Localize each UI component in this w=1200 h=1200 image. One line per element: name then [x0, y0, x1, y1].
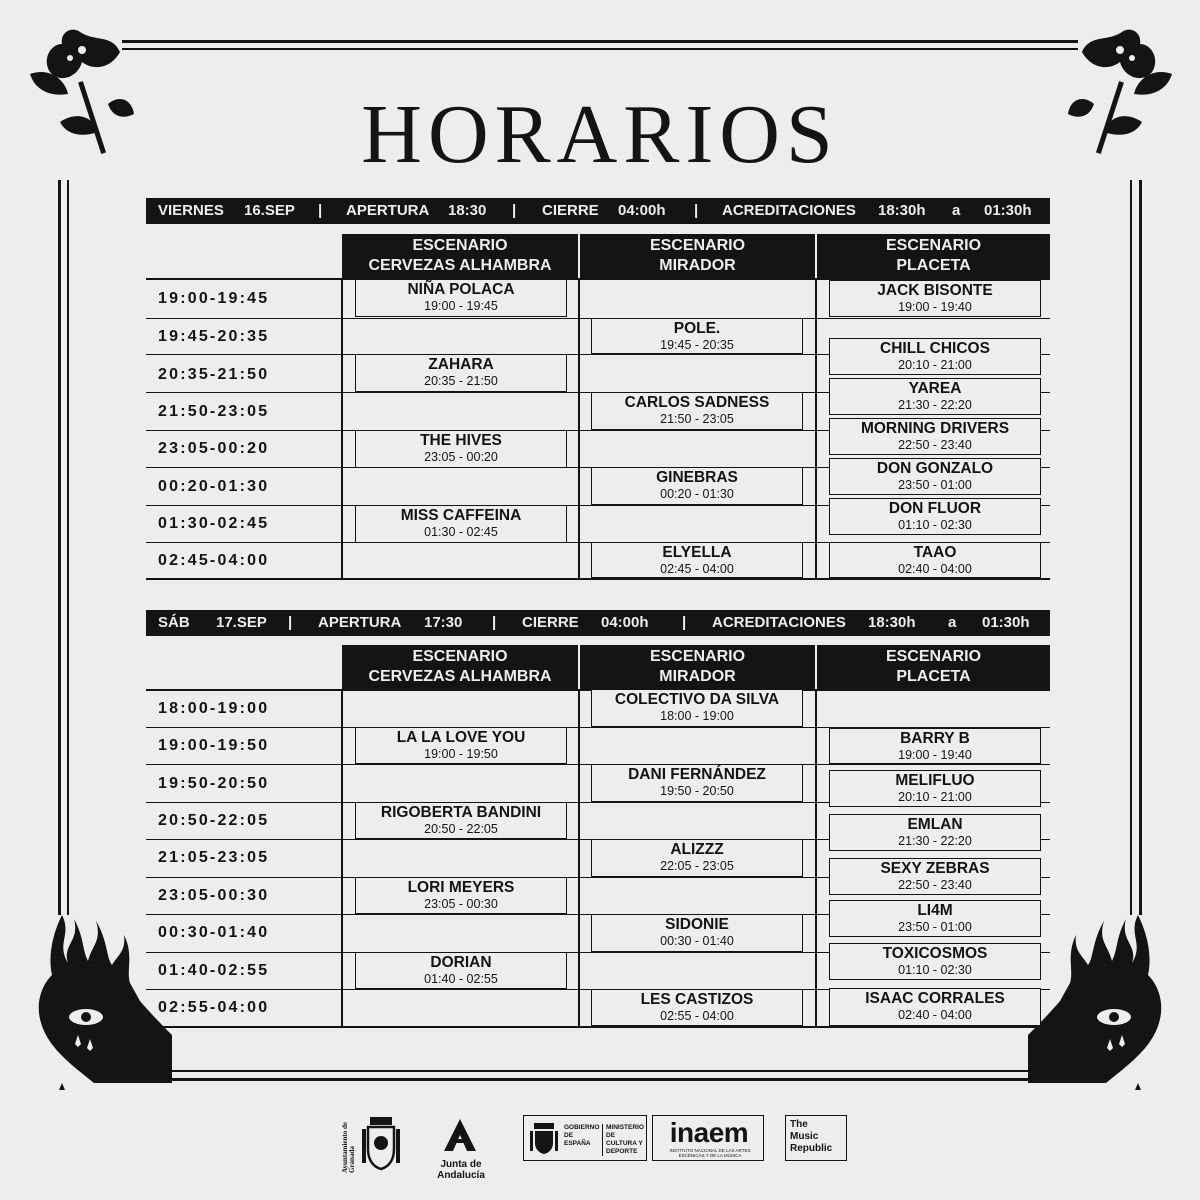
act-time: 02:40 - 04:00	[898, 562, 972, 576]
separator: |	[682, 614, 687, 631]
act-time: 19:00 - 19:45	[424, 299, 498, 313]
act-time: 01:10 - 02:30	[898, 518, 972, 532]
apertura-label: APERTURA	[346, 202, 430, 219]
act-card	[829, 338, 1041, 375]
time-slot: 19:00-19:50	[158, 737, 270, 754]
act-time: 23:05 - 00:30	[424, 897, 498, 911]
time-slot: 00:30-01:40	[158, 924, 270, 941]
act-card	[829, 814, 1041, 851]
act-name: DORIAN	[430, 954, 492, 971]
apertura-time: 17:30	[424, 614, 463, 631]
time-slot: 20:50-22:05	[158, 812, 270, 829]
act-card	[829, 770, 1041, 807]
act-card	[355, 279, 567, 317]
act-name: DANI FERNÁNDEZ	[628, 766, 766, 783]
act-name: ALIZZZ	[670, 841, 724, 858]
act-name: POLE.	[673, 320, 721, 337]
act-card	[829, 498, 1041, 535]
burning-hand-eye-icon-right	[1018, 905, 1178, 1090]
stage-header-line2: PLACETA	[896, 668, 971, 685]
act-name: YAREA	[908, 380, 962, 397]
coat-of-arms-icon	[360, 1115, 402, 1173]
act-name: MISS CAFFEINA	[400, 507, 522, 524]
apertura-time: 18:30	[448, 202, 487, 219]
act-name: MELIFLUO	[895, 772, 975, 789]
tmr-line-2: Music	[790, 1131, 819, 1142]
time-slot: 21:05-23:05	[158, 849, 270, 866]
act-name: RIGOBERTA BANDINI	[380, 804, 542, 821]
acreditaciones-sep: a	[952, 202, 961, 219]
act-name: EMLAN	[907, 816, 963, 833]
act-time: 19:00 - 19:50	[424, 747, 498, 761]
acreditaciones-sep: a	[948, 614, 957, 631]
act-time: 19:00 - 19:40	[898, 748, 972, 762]
act-name: DON GONZALO	[876, 460, 994, 477]
act-time: 22:05 - 23:05	[660, 859, 734, 873]
act-name: JACK BISONTE	[877, 282, 993, 299]
stage-header-placeta	[817, 645, 1050, 689]
act-card	[355, 727, 567, 764]
stage-header-mirador	[580, 234, 815, 278]
act-name: DON FLUOR	[888, 500, 982, 517]
time-slot: 21:50-23:05	[158, 403, 270, 420]
act-card	[829, 418, 1041, 455]
act-card	[591, 318, 803, 354]
act-card	[591, 914, 803, 952]
separator: |	[318, 202, 323, 219]
act-card	[829, 378, 1041, 415]
act-time: 23:50 - 01:00	[898, 478, 972, 492]
separator: |	[492, 614, 497, 631]
time-slot: 23:05-00:30	[158, 887, 270, 904]
act-time: 02:55 - 04:00	[660, 1009, 734, 1023]
act-time: 19:00 - 19:40	[898, 300, 972, 314]
separator: |	[288, 614, 293, 631]
time-slot: 02:45-04:00	[158, 552, 270, 569]
act-name: LA LA LOVE YOU	[396, 729, 526, 746]
act-time: 02:45 - 04:00	[660, 562, 734, 576]
act-card	[829, 280, 1041, 317]
stage-header-line2: MIRADOR	[659, 257, 736, 274]
acreditaciones-from: 18:30h	[878, 202, 926, 219]
act-name: ZAHARA	[428, 356, 494, 373]
inaem-subtitle: INSTITUTO NACIONAL DE LAS ARTES ESCÉNICAS Y DE LA MÚSICA	[669, 1148, 751, 1158]
stage-header-line1: ESCENARIO	[412, 648, 508, 665]
act-card	[355, 354, 567, 392]
act-card	[591, 839, 803, 877]
act-time: 22:50 - 23:40	[898, 878, 972, 892]
act-name: COLECTIVO DA SILVA	[614, 691, 780, 708]
separator: |	[512, 202, 517, 219]
act-time: 00:30 - 01:40	[660, 934, 734, 948]
acreditaciones-label: ACREDITACIONES	[712, 614, 846, 631]
act-name: BARRY B	[900, 730, 970, 747]
act-card	[591, 392, 803, 430]
time-slot: 23:05-00:20	[158, 440, 270, 457]
act-card	[829, 542, 1041, 578]
act-card	[591, 542, 803, 578]
stage-header-mirador	[580, 645, 815, 689]
day-name: VIERNES	[158, 202, 224, 219]
ministerio-label: MINISTERIO DE CULTURA Y DEPORTE	[602, 1124, 644, 1156]
act-time: 21:50 - 23:05	[660, 412, 734, 426]
act-card	[829, 900, 1041, 937]
act-card	[355, 505, 567, 543]
time-slot: 01:30-02:45	[158, 515, 270, 532]
logo-junta-andalucia	[416, 1115, 506, 1181]
act-name: SIDONIE	[665, 916, 729, 933]
junta-label: Junta de Andalucía	[437, 1159, 485, 1181]
time-slot: 19:00-19:45	[158, 290, 270, 307]
gobierno-label: GOBIERNO DE ESPAÑA	[564, 1124, 600, 1147]
day-info-bar-saturday	[146, 610, 1050, 636]
act-time: 20:35 - 21:50	[424, 374, 498, 388]
act-time: 19:45 - 20:35	[660, 338, 734, 352]
act-name: CARLOS SADNESS	[624, 394, 770, 411]
act-time: 00:20 - 01:30	[660, 487, 734, 501]
act-card	[591, 467, 803, 505]
act-card	[591, 689, 803, 727]
acreditaciones-from: 18:30h	[868, 614, 916, 631]
act-name: MORNING DRIVERS	[860, 420, 1010, 437]
act-time: 01:30 - 02:45	[424, 525, 498, 539]
stage-header-line1: ESCENARIO	[885, 648, 982, 665]
act-card	[829, 988, 1041, 1026]
act-name: LORI MEYERS	[407, 879, 515, 896]
act-name: NIÑA POLACA	[407, 281, 515, 298]
act-time: 18:00 - 19:00	[660, 709, 734, 723]
day-date: 16.SEP	[244, 202, 295, 219]
acreditaciones-to: 01:30h	[982, 614, 1030, 631]
act-time: 01:40 - 02:55	[424, 972, 498, 986]
act-name: TAAO	[913, 544, 957, 561]
stage-header-line2: CERVEZAS ALHAMBRA	[368, 668, 552, 685]
act-card	[591, 989, 803, 1026]
act-name: THE HIVES	[420, 432, 502, 449]
time-slot: 01:40-02:55	[158, 962, 270, 979]
day-date: 17.SEP	[216, 614, 267, 631]
stage-header-line2: PLACETA	[896, 257, 971, 274]
time-slot: 19:45-20:35	[158, 328, 270, 345]
act-card	[829, 458, 1041, 495]
stage-header-line1: ESCENARIO	[649, 648, 746, 665]
time-slot: 19:50-20:50	[158, 775, 270, 792]
junta-a-icon	[442, 1117, 478, 1153]
act-name: TOXICOSMOS	[882, 945, 988, 962]
logo-the-music-republic	[785, 1115, 847, 1161]
logo-inaem	[652, 1115, 764, 1161]
act-card	[355, 802, 567, 839]
tmr-line-1: The	[790, 1119, 808, 1130]
act-name: LI4M	[917, 902, 953, 919]
cierre-time: 04:00h	[618, 202, 666, 219]
stage-header-line1: ESCENARIO	[412, 237, 508, 254]
time-slot: 20:35-21:50	[158, 366, 270, 383]
day-name: SÁB	[158, 614, 190, 631]
act-time: 01:10 - 02:30	[898, 963, 972, 977]
act-card	[355, 430, 567, 468]
acreditaciones-label: ACREDITACIONES	[722, 202, 856, 219]
act-time: 23:05 - 00:20	[424, 450, 498, 464]
logo-gobierno-espana	[523, 1115, 647, 1161]
acreditaciones-to: 01:30h	[984, 202, 1032, 219]
act-card	[829, 858, 1041, 895]
stage-header-line1: ESCENARIO	[649, 237, 746, 254]
time-slot: 00:20-01:30	[158, 478, 270, 495]
act-card	[355, 952, 567, 989]
stage-header-line1: ESCENARIO	[885, 237, 982, 254]
act-time: 02:40 - 04:00	[898, 1008, 972, 1022]
tmr-line-3: Republic	[790, 1143, 833, 1154]
act-name: LES CASTIZOS	[640, 991, 754, 1008]
stage-header-alhambra	[342, 234, 578, 278]
act-time: 20:10 - 21:00	[898, 790, 972, 804]
act-card	[829, 943, 1041, 980]
act-card	[591, 764, 803, 802]
page-title: HORARIOS	[361, 88, 839, 181]
act-time: 19:50 - 20:50	[660, 784, 734, 798]
spain-shield-icon	[530, 1121, 558, 1155]
act-name: GINEBRAS	[656, 469, 738, 486]
cierre-time: 04:00h	[601, 614, 649, 631]
inaem-wordmark: inaem	[669, 1117, 749, 1148]
act-name: CHILL CHICOS	[880, 340, 990, 357]
act-card	[829, 728, 1041, 764]
cierre-label: CIERRE	[542, 202, 599, 219]
act-name: ELYELLA	[662, 544, 732, 561]
act-time: 21:30 - 22:20	[898, 398, 972, 412]
act-time: 21:30 - 22:20	[898, 834, 972, 848]
act-time: 20:10 - 21:00	[898, 358, 972, 372]
time-slot: 18:00-19:00	[158, 700, 270, 717]
separator: |	[694, 202, 699, 219]
stage-header-alhambra	[342, 645, 578, 689]
act-name: ISAAC CORRALES	[865, 990, 1005, 1007]
stage-header-line2: MIRADOR	[659, 668, 736, 685]
stage-header-line2: CERVEZAS ALHAMBRA	[368, 257, 552, 274]
logo-granada-text: Ayuntamiento de Granada	[341, 1121, 356, 1173]
apertura-label: APERTURA	[318, 614, 402, 631]
stage-header-placeta	[817, 234, 1050, 278]
act-card	[355, 877, 567, 914]
day-info-bar-friday	[146, 198, 1050, 224]
act-name: SEXY ZEBRAS	[880, 860, 990, 877]
time-slot: 02:55-04:00	[158, 999, 270, 1016]
act-time: 22:50 - 23:40	[898, 438, 972, 452]
act-time: 23:50 - 01:00	[898, 920, 972, 934]
act-time: 20:50 - 22:05	[424, 822, 498, 836]
cierre-label: CIERRE	[522, 614, 579, 631]
logo-ayuntamiento-granada	[342, 1115, 404, 1175]
